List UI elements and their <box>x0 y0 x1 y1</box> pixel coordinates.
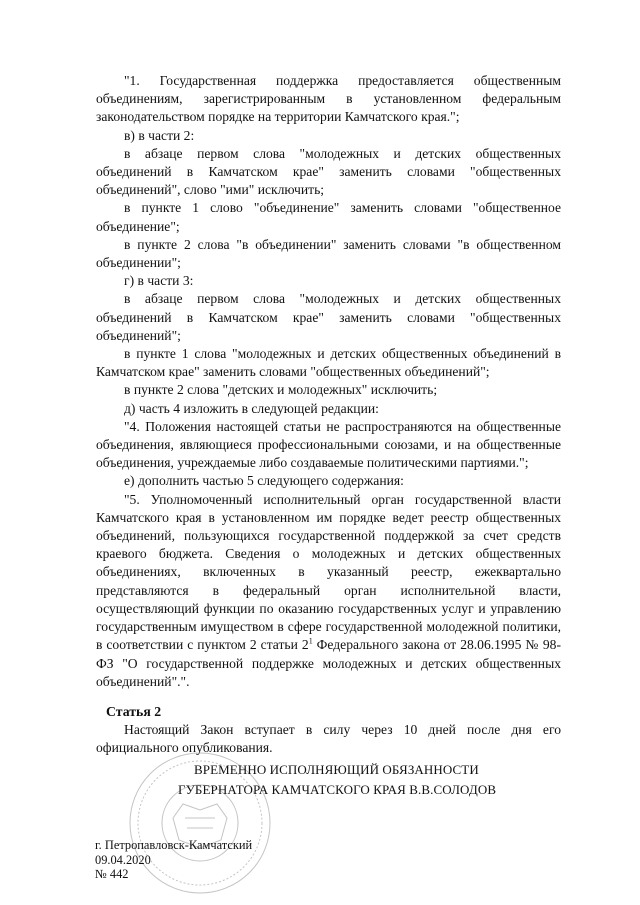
paragraph-quote-5-tail: Федерального закона от 28.06.1995 № 98-ФЗ "О государственной поддержке молодежных и детских общественных объединений".". <box>96 637 562 689</box>
paragraph-g-part-3: г) в части 3: <box>124 273 194 289</box>
article-title: Статья 2 <box>106 703 162 719</box>
paragraph-d-part-4: д) часть 4 изложить в следующей редакции: <box>124 400 379 416</box>
paragraph-e-part-5: е) дополнить частью 5 следующего содержания: <box>124 473 404 489</box>
paragraph-b-punkt-1: в пункте 1 слово "объединение" заменить словами "общественное объединение"; <box>96 200 561 234</box>
signature-block <box>172 760 532 800</box>
signature-position: ВРЕМЕННО ИСПОЛНЯЮЩИЙ ОБЯЗАННОСТИ <box>194 762 479 777</box>
paragraph-quote-1: "1. Государственная поддержка предоставляется общественным объединениям, зарегистрированным в установленном федеральным законодательством порядке на территории Камчатского края."; <box>96 73 561 125</box>
paragraph-quote-4: "4. Положения настоящей статьи не распространяются на общественные объединения, являющиеся профессиональными союзами, и на общественные объединения, учреждаемые либо создаваемые политическими партиями."; <box>96 418 561 471</box>
superscript-index: 1 <box>308 636 313 646</box>
place-date-number <box>95 838 252 882</box>
paragraph-quote-5 <box>96 491 561 691</box>
paragraph-b-abzac: в абзаце первом слова "молодежных и детских общественных объединений в Камчатском крае" заменить словами "общественных объединений", слово "ими" исключить; <box>96 145 561 198</box>
document-number: № 442 <box>95 867 129 881</box>
paragraph-b-punkt-2: в пункте 2 слова "в объединении" заменить словами "в общественном объединении"; <box>96 236 561 271</box>
article-text: Настоящий Закон вступает в силу через 10 дней после дня его официального опубликования. <box>96 722 561 756</box>
paragraph-b-part-2: в) в части 2: <box>124 127 195 143</box>
date: 09.04.2020 <box>95 852 151 867</box>
document-body <box>96 72 561 758</box>
paragraph-quote-5-text: "5. Уполномоченный исполнительный орган государственной власти Камчатского края в установленном им порядке ведет реестр общественных объединений, пользующихся государственной поддержкой за счет средств краевого бюджета. Сведения о молодежных и детских общественных объединениях, включенных в указанный реестр, ежеквартально представляются в федеральный орган исполнительной власти, осуществляющий функции по оказанию государственных услуг и управлению государственным имуществом в сфере государственной молодежной политики, в соответствии с пунктом 2 статьи 2 <box>96 491 561 653</box>
paragraph-g-punkt-2: в пункте 2 слова "детских и молодежных" исключить; <box>124 382 438 398</box>
paragraph-g-abzac: в абзаце первом слова "молодежных и детских общественных объединений в Камчатском крае" заменить словами "общественных объединений"; <box>96 291 561 343</box>
city: г. Петропавловск-Камчатский <box>95 838 253 852</box>
signature-name: ГУБЕРНАТОРА КАМЧАТСКОГО КРАЯ В.В.СОЛОДОВ <box>178 782 497 797</box>
paragraph-g-punkt-1: в пункте 1 слова "молодежных и детских общественных объединений в Камчатском крае" заменить словами "общественных объединений"; <box>96 346 561 380</box>
